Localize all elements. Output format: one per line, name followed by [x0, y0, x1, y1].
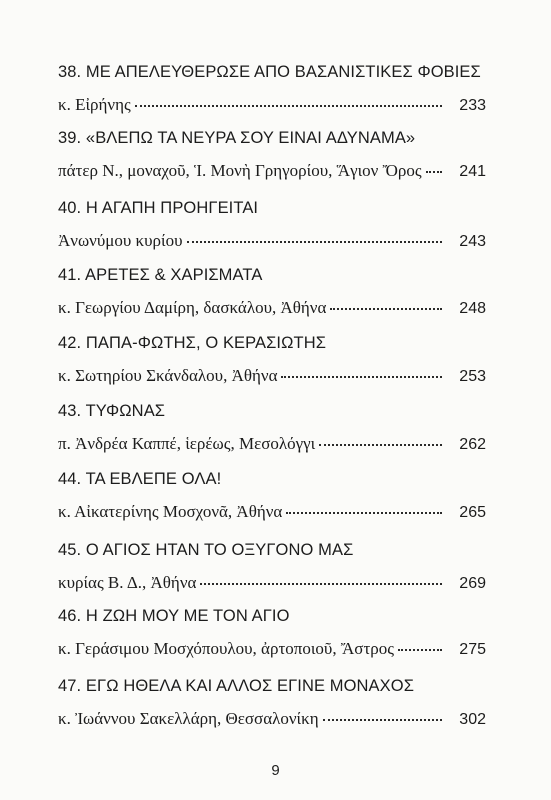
entry-page-number: 243 — [459, 233, 486, 250]
entry-title: 43. ΤΥΦΩΝΑΣ — [58, 402, 166, 420]
dot-leader — [135, 101, 442, 107]
toc-entry-38 — [58, 62, 486, 116]
entry-title: 40. Η ΑΓΑΠΗ ΠΡΟΗΓΕΙΤΑΙ — [58, 199, 259, 217]
entry-author: κ. Εἰρήνης — [58, 95, 131, 114]
entry-author: πάτερ Ν., μοναχοῦ, Ἱ. Μονὴ Γρηγορίου, Ἅγιον Ὄρος — [58, 161, 422, 180]
toc-entry-42 — [58, 333, 486, 387]
toc-entry-39 — [58, 128, 486, 182]
entry-author: κυρίας Β. Δ., Ἀθήνα — [58, 573, 197, 592]
dot-leader — [281, 372, 442, 378]
entry-line — [58, 502, 486, 523]
entry-title: 42. ΠΑΠΑ-ΦΩΤΗΣ, Ο ΚΕΡΑΣΙΩΤΗΣ — [58, 334, 327, 352]
entry-line — [58, 161, 486, 182]
entry-line — [58, 95, 486, 116]
toc-entry-40 — [58, 198, 486, 252]
entry-line — [58, 298, 486, 319]
entry-author: κ. Ἰωάννου Σακελλάρη, Θεσσαλονίκη — [58, 709, 319, 728]
entry-page-number: 262 — [459, 436, 486, 453]
entry-page-number: 241 — [459, 163, 486, 180]
toc-entry-45 — [58, 540, 486, 594]
entry-page-number: 302 — [459, 711, 486, 728]
entry-title: 45. Ο ΑΓΙΟΣ ΗΤΑΝ ΤΟ ΟΞΥΓΟΝΟ ΜΑΣ — [58, 541, 354, 559]
toc-entry-47 — [58, 676, 486, 730]
entry-line — [58, 366, 486, 387]
entry-line — [58, 434, 486, 455]
entry-page-number: 269 — [459, 575, 486, 592]
entry-page-number: 275 — [459, 641, 486, 658]
dot-leader — [187, 237, 443, 243]
toc-entry-41 — [58, 265, 486, 319]
entry-author: Ἀνωνύμου κυρίου — [58, 231, 183, 250]
entry-title: 41. ΑΡΕΤΕΣ & ΧΑΡΙΣΜΑΤΑ — [58, 266, 263, 284]
entry-author: κ. Σωτηρίου Σκάνδαλου, Ἀθήνα — [58, 366, 278, 385]
entry-line — [58, 573, 486, 594]
entry-line — [58, 709, 486, 730]
entry-page-number: 233 — [459, 97, 486, 114]
entry-page-number: 265 — [459, 504, 486, 521]
page-number: 9 — [271, 762, 280, 779]
dot-leader — [398, 645, 442, 651]
entry-author: κ. Γεράσιμου Μοσχόπουλου, ἀρτοποιοῦ, Ἄστρος — [58, 639, 395, 658]
dot-leader — [319, 440, 442, 446]
entry-author: π. Ἀνδρέα Καππέ, ἱερέως, Μεσολόγγι — [58, 434, 316, 453]
dot-leader — [286, 508, 442, 514]
entry-title: 44. ΤΑ ΕΒΛΕΠΕ ΟΛΑ! — [58, 470, 222, 488]
entry-title: 39. «ΒΛΕΠΩ ΤΑ ΝΕΥΡΑ ΣΟΥ ΕΙΝΑΙ ΑΔΥΝΑΜΑ» — [58, 129, 416, 147]
entry-line — [58, 639, 486, 660]
toc-entry-43 — [58, 401, 486, 455]
dot-leader — [330, 304, 442, 310]
dot-leader — [426, 167, 442, 173]
toc-entry-44 — [58, 469, 486, 523]
entry-page-number: 253 — [459, 368, 486, 385]
entry-author: κ. Αἰκατερίνης Μοσχονᾶ, Ἀθήνα — [58, 502, 283, 521]
entry-author: κ. Γεωργίου Δαμίρη, δασκάλου, Ἀθήνα — [58, 298, 327, 317]
entry-title: 46. Η ΖΩΗ ΜΟΥ ΜΕ ΤΟΝ ΑΓΙΟ — [58, 607, 290, 625]
entry-title: 38. ΜΕ ΑΠΕΛΕΥΘΕΡΩΣΕ ΑΠΟ ΒΑΣΑΝΙΣΤΙΚΕΣ ΦΟΒΙΕΣ — [58, 63, 481, 81]
dot-leader — [200, 579, 442, 585]
toc-entry-46 — [58, 606, 486, 660]
dot-leader — [323, 715, 442, 721]
entry-page-number: 248 — [459, 300, 486, 317]
entry-title: 47. ΕΓΩ ΗΘΕΛΑ ΚΑΙ ΑΛΛΟΣ ΕΓΙΝΕ ΜΟΝΑΧΟΣ — [58, 677, 415, 695]
entry-line — [58, 231, 486, 252]
